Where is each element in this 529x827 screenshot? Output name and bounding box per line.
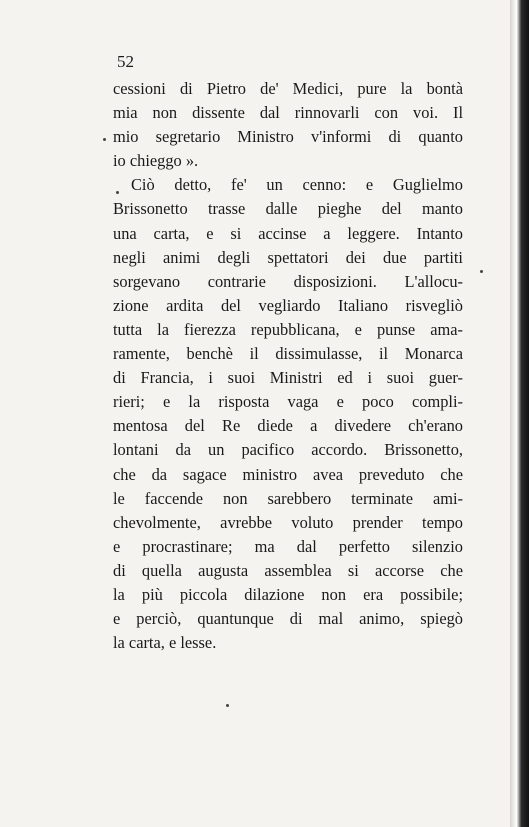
text-line: chevolmente, avrebbe voluto prender tempo [113, 512, 463, 532]
text-line: una carta, e si accinse a leggere. Intanto [113, 223, 463, 243]
text-line: io chieggo ». [113, 151, 199, 171]
text-line: la più piccola dilazione non era possibile; [113, 584, 463, 604]
text-line: Brissonetto trasse dalle pieghe del manto [113, 199, 463, 219]
text-line: mentosa del Re diede a divedere ch'erano [113, 416, 463, 436]
text-line: negli animi degli spettatori dei due partiti [113, 247, 463, 267]
text-block [113, 47, 463, 655]
text-line: mio segretario Ministro v'informi di quanto [113, 127, 463, 147]
text-line: sorgevano contrarie disposizioni. L'allocu- [113, 271, 463, 291]
text-line: e perciò, quantunque di mal animo, spiegò [113, 609, 463, 629]
page-number: 52 [117, 52, 134, 71]
scan-edge [510, 0, 529, 827]
ink-speck [116, 191, 119, 194]
text-line: le faccende non sarebbero terminate ami- [113, 488, 463, 508]
text-line: zione ardita del vegliardo Italiano risvegliò [113, 295, 463, 315]
text-line: di quella augusta assemblea si accorse che [113, 560, 463, 580]
text-line: cessioni di Pietro de' Medici, pure la bontà [113, 79, 463, 98]
ink-speck [103, 138, 106, 141]
body-text [113, 77, 463, 655]
text-line: ramente, benchè il dissimulasse, il Monarca [113, 344, 463, 364]
text-line: di Francia, i suoi Ministri ed i suoi guer- [113, 368, 463, 388]
ink-speck [480, 270, 483, 273]
text-line: tutta la fierezza repubblicana, e punse ama- [113, 319, 463, 339]
text-line: mia non dissente dal rinnovarli con voi. Il [113, 103, 463, 123]
text-line: Ciò detto, fe' un cenno: e Guglielmo [131, 175, 463, 195]
text-line: la carta, e lesse. [113, 633, 217, 653]
ink-speck [226, 704, 229, 707]
text-line: lontani da un pacifico accordo. Brissonetto, [113, 440, 463, 460]
text-line: e procrastinare; ma dal perfetto silenzio [113, 536, 463, 556]
text-line: rieri; e la risposta vaga e poco compli- [113, 392, 463, 412]
text-line: che da sagace ministro avea preveduto che [113, 464, 463, 484]
